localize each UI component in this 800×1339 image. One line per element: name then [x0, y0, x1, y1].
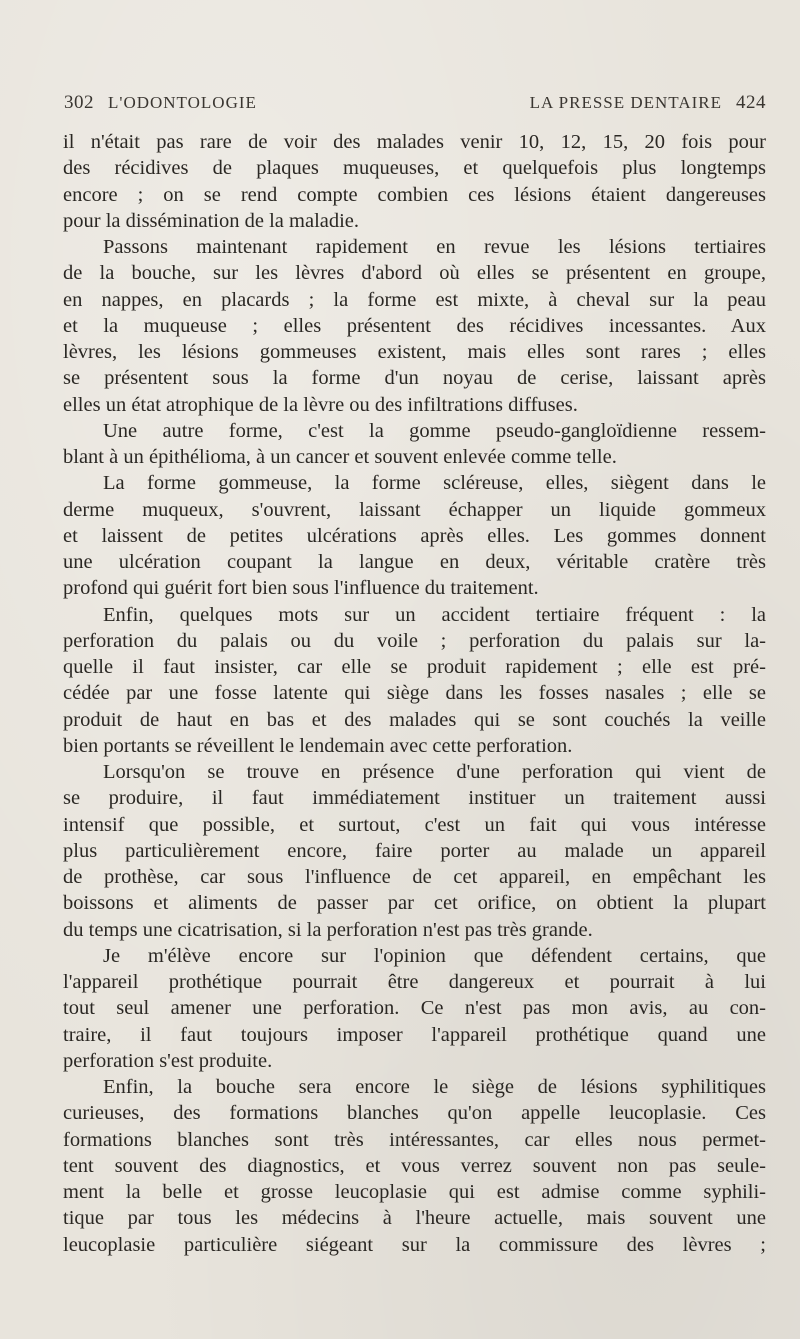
text-line: de la bouche, sur les lèvres d'abord où elles se présentent en groupe,: [63, 262, 766, 285]
text-line: blant à un épithélioma, à un cancer et souvent enlevée comme telle.: [63, 446, 617, 468]
text-line: leucoplasie particulière siégeant sur la commissure des lèvres ;: [63, 1233, 766, 1256]
text-line: des récidives de plaques muqueuses, et quelquefois plus longtemps: [63, 157, 766, 180]
text-line: derme muqueux, s'ouvrent, laissant échapper un liquide gommeux: [63, 498, 766, 521]
text-line: Enfin, quelques mots sur un accident tertiaire fréquent : la: [103, 603, 766, 626]
text-line: quelle il faut insister, car elle se produit rapidement ; elle est pré-: [63, 656, 766, 678]
text-line: perforation du palais ou du voile ; perforation du palais sur la-: [63, 629, 766, 652]
text-line: boissons et aliments de passer par cet orifice, on obtient la plupart: [63, 892, 766, 915]
text-line: se présentent sous la forme d'un noyau de cerise, laissant après: [63, 367, 766, 390]
text-line: formations blanches sont très intéressantes, car elles nous permet-: [63, 1128, 766, 1151]
text-line: l'appareil prothétique pourrait être dangereux et pourrait à lui: [63, 971, 766, 993]
text-line: tique par tous les médecins à l'heure actuelle, mais souvent une: [63, 1207, 766, 1230]
text-line: ment la belle et grosse leucoplasie qui est admise comme syphili-: [63, 1181, 766, 1203]
running-header: [64, 92, 766, 116]
text-line: et laissent de petites ulcérations après elles. Les gommes donnent: [63, 524, 766, 547]
text-line: cédée par une fosse latente qui siège dans les fosses nasales ; elle se: [63, 682, 766, 705]
right-running-title: LA PRESSE DENTAIRE: [529, 93, 722, 112]
text-line: tent souvent des diagnostics, et vous verrez souvent non pas seule-: [63, 1154, 766, 1177]
text-line: Passons maintenant rapidement en revue les lésions tertiaires: [103, 236, 766, 258]
text-line: perforation s'est produite.: [63, 1049, 273, 1072]
text-line: Je m'élève encore sur l'opinion que défendent certains, que: [103, 944, 766, 967]
text-line: tout seul amener une perforation. Ce n'est pas mon avis, au con-: [63, 997, 766, 1020]
text-line: traire, il faut toujours imposer l'appareil prothétique quand une: [63, 1023, 766, 1046]
text-line: encore ; on se rend compte combien ces lésions étaient dangereuses: [63, 183, 766, 206]
text-line: en nappes, en placards ; la forme est mixte, à cheval sur la peau: [63, 288, 766, 311]
text-line: La forme gommeuse, la forme scléreuse, elles, siègent dans le: [103, 472, 766, 495]
text-line: se produire, il faut immédiatement instituer un traitement aussi: [63, 787, 766, 810]
text-line: bien portants se réveillent le lendemain avec cette perforation.: [63, 734, 573, 757]
text-line: et la muqueuse ; elles présentent des récidives incessantes. Aux: [63, 314, 766, 337]
body-text: [63, 129, 766, 1258]
header-left: [64, 92, 257, 114]
text-line: Une autre forme, c'est la gomme pseudo-gangloïdienne ressem-: [103, 419, 766, 442]
right-page-number: 424: [736, 92, 766, 113]
text-line: lèvres, les lésions gommeuses existent, mais elles sont rares ; elles: [63, 341, 766, 363]
text-line: profond qui guérit fort bien sous l'influence du traitement.: [63, 577, 539, 600]
text-line: Enfin, la bouche sera encore le siège de lésions syphilitiques: [103, 1076, 766, 1098]
text-line: plus particulièrement encore, faire porter au malade un appareil: [63, 839, 766, 862]
text-line: Lorsqu'on se trouve en présence d'une perforation qui vient de: [103, 761, 766, 783]
text-line: il n'était pas rare de voir des malades venir 10, 12, 15, 20 fois pour: [63, 131, 766, 153]
text-line: du temps une cicatrisation, si la perforation n'est pas très grande.: [63, 918, 593, 941]
text-line: intensif que possible, et surtout, c'est un fait qui vous intéresse: [63, 813, 766, 836]
text-line: produit de haut en bas et des malades qui se sont couchés la veille: [63, 708, 766, 731]
text-line: pour la dissémination de la maladie.: [63, 209, 360, 232]
header-right: [530, 92, 766, 114]
text-line: elles un état atrophique de la lèvre ou des infiltrations diffuses.: [63, 393, 578, 416]
text-line: une ulcération coupant la langue en deux, véritable cratère très: [63, 551, 766, 573]
text-line: curieuses, des formations blanches qu'on appelle leucoplasie. Ces: [63, 1102, 766, 1125]
left-page-number: 302: [64, 92, 94, 113]
left-running-title: L'ODONTOLOGIE: [108, 93, 257, 112]
text-line: de prothèse, car sous l'influence de cet appareil, en empêchant les: [63, 866, 766, 888]
